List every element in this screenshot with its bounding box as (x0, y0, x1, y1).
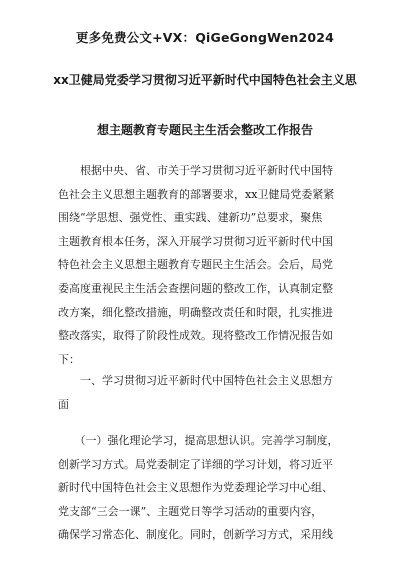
intro-paragraph (58, 159, 358, 371)
text-line: 围绕“学思想、强党性、重实践、建新功”总要求，聚焦 (58, 211, 323, 225)
text-line: 一、学习贯彻习近平新时代中国特色社会主义思想方 (58, 374, 333, 387)
text-line: 确保学习常态化、制度化。同时，创新学习方式，采用线 (58, 528, 333, 542)
text-line: 下： (58, 352, 80, 366)
subsection-paragraph (58, 429, 358, 547)
text-line: 主题教育根本任务，深入开展学习贯彻习近平新时代中国 (58, 234, 333, 248)
text-line: （一）强化理论学习，提高思想认识。完善学习制度， (58, 434, 339, 447)
text-line: 改方案，细化整改措施，明确整改责任和时限，扎实推进 (58, 305, 333, 319)
document-title-line-2: 想主题教育专题民主生活会整改工作报告 (96, 123, 313, 137)
section-heading (58, 369, 358, 416)
text-line: 新时代中国特色社会主义思想作为党委理论学习中心组、 (58, 481, 333, 495)
text-line: 面 (58, 397, 69, 411)
document-title-line-1: xx卫健局党委学习贯彻习近平新时代中国特色社会主义思 (53, 73, 357, 87)
text-line: 根据中央、省、市关于学习贯彻习近平新时代中国特 (58, 164, 333, 177)
text-line: 整改落实，取得了阶段性成效。现将整改工作情况报告如 (58, 329, 333, 343)
text-line: 特色社会主义思想主题教育专题民主生活会。会后，局党 (58, 258, 333, 272)
text-line: 委高度重视民主生活会查摆问题的整改工作，认真制定整 (58, 281, 333, 295)
text-line: 色社会主义思想主题教育的部署要求，xx卫健局党委紧紧 (58, 187, 335, 201)
text-line: 党支部“三会一课”、主题党日等学习活动的重要内容， (58, 504, 323, 518)
text-line: 创新学习方式。局党委制定了详细的学习计划，将习近平 (58, 457, 333, 471)
watermark-header: 更多免费公文+VX：QiGeGongWen2024 (75, 30, 335, 45)
